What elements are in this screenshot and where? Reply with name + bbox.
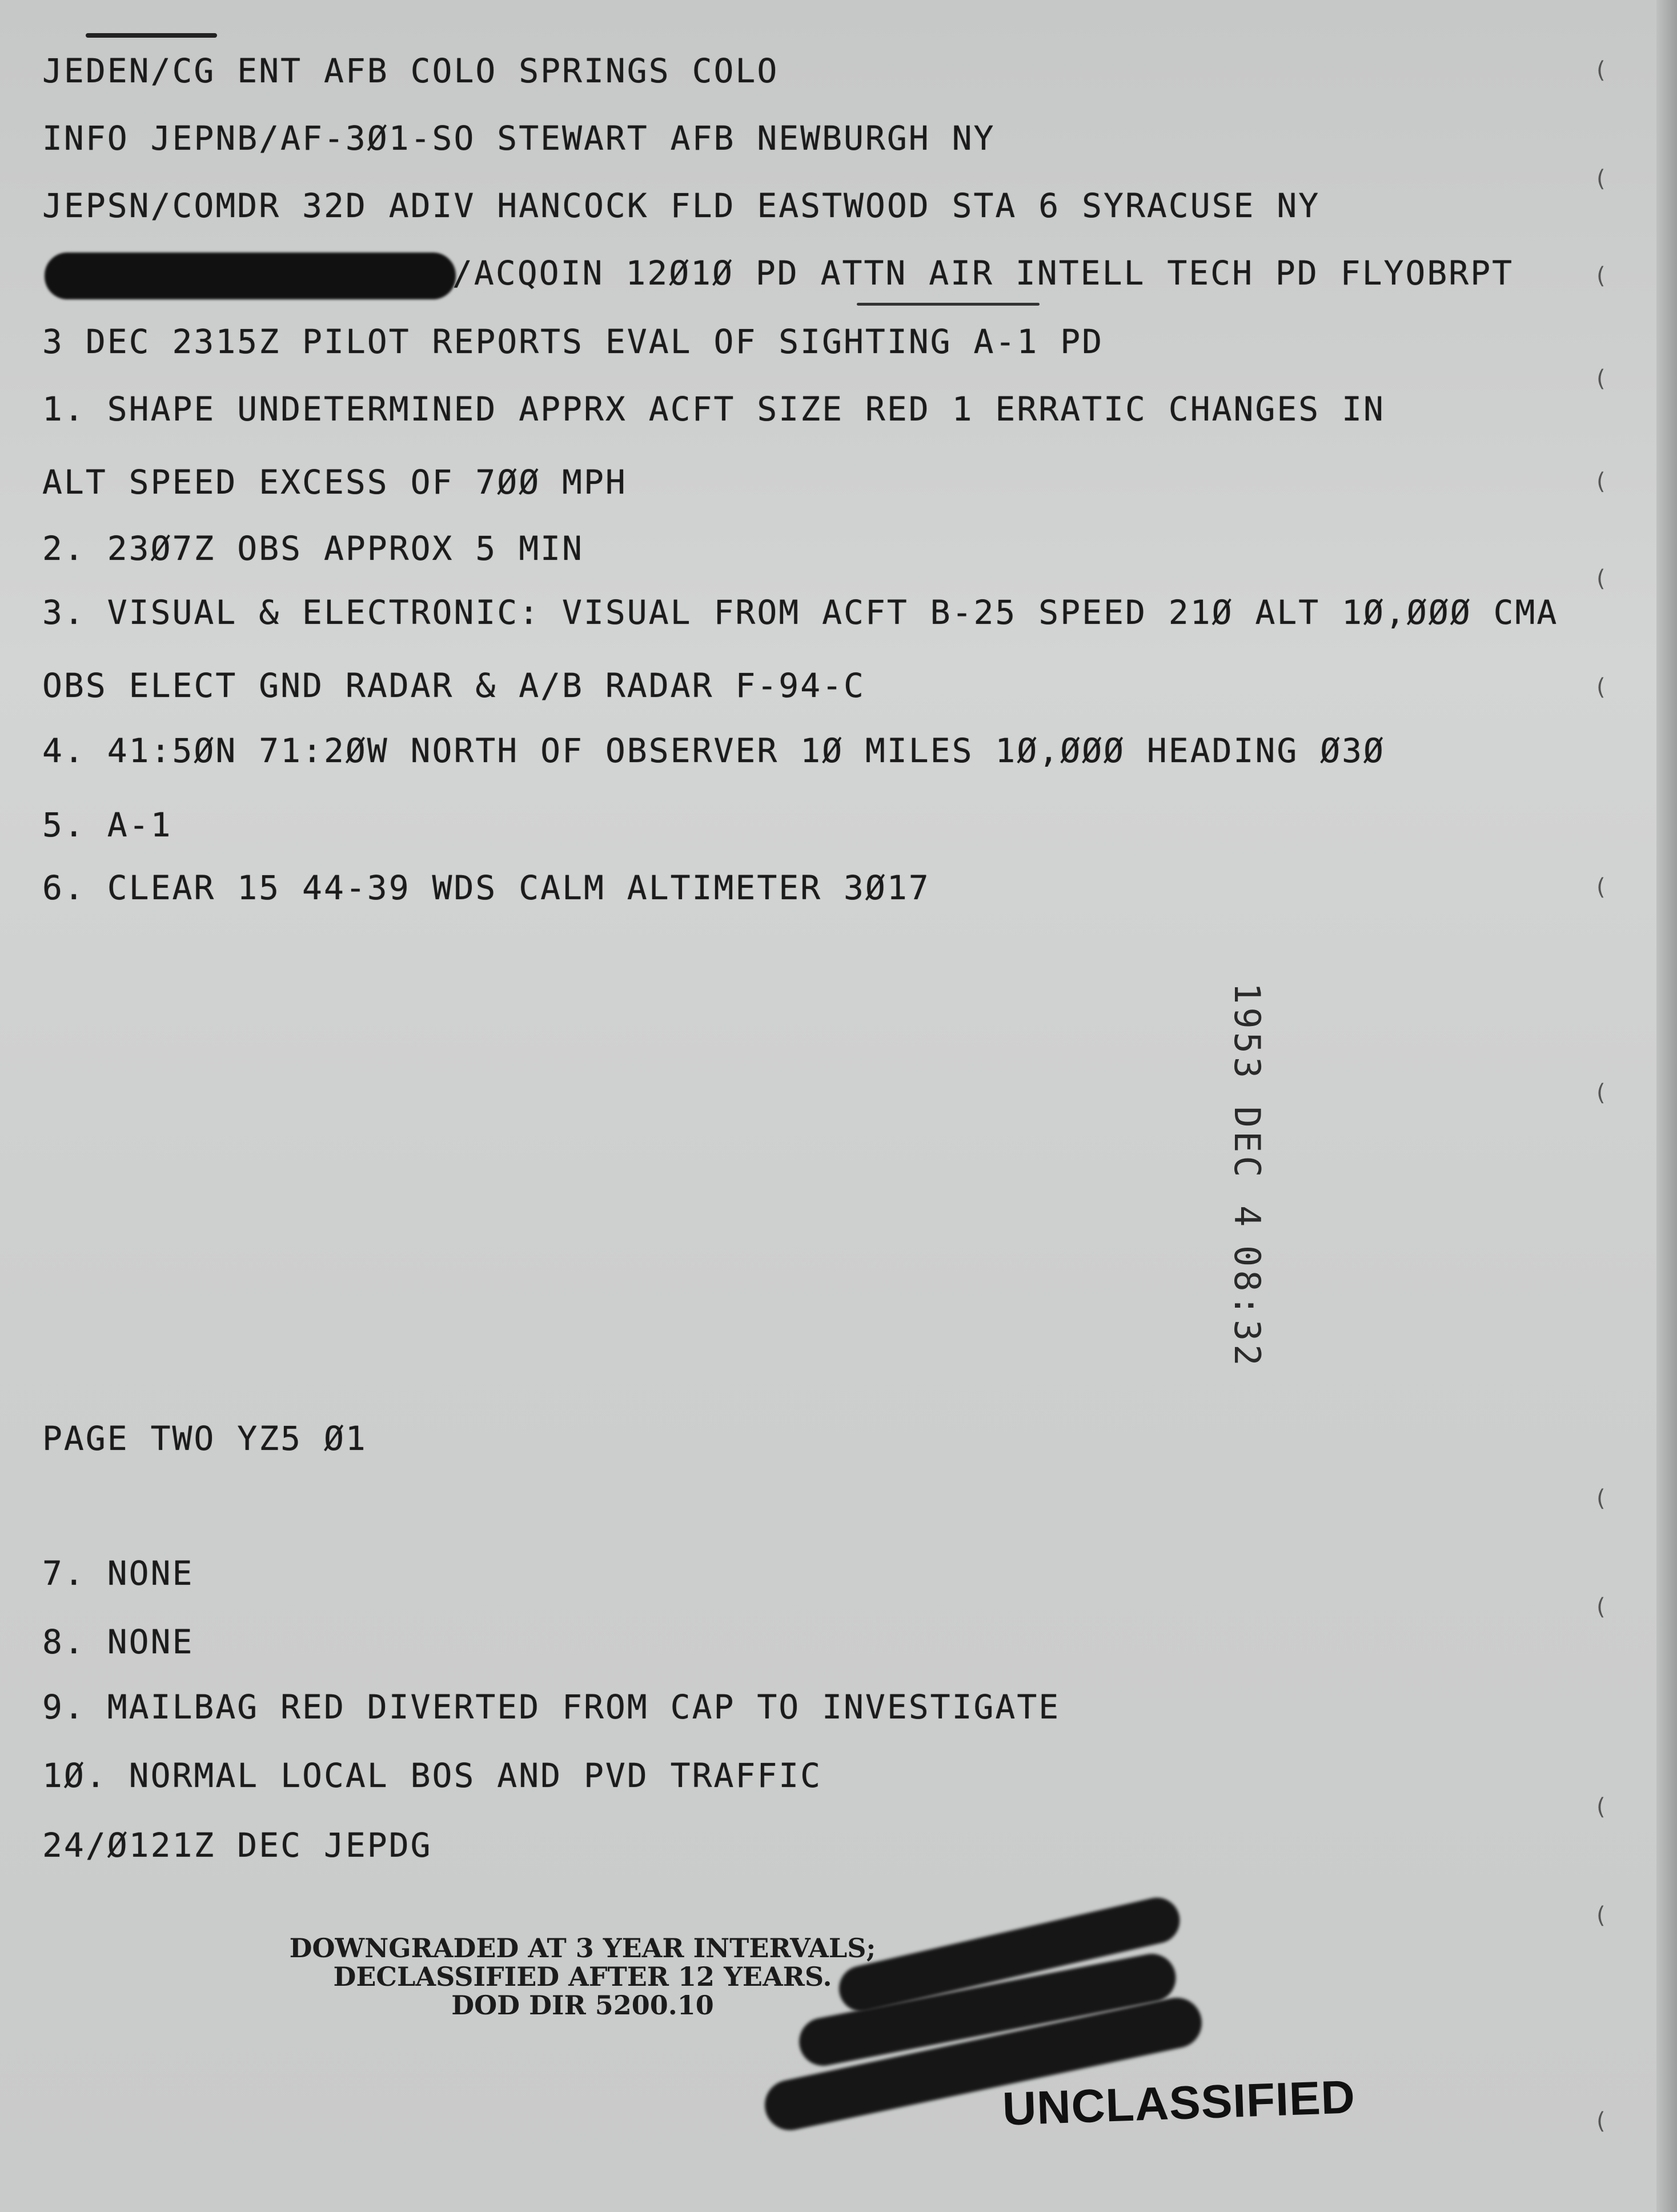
line-6: 1. SHAPE UNDETERMINED APPRX ACFT SIZE RED 1 ERRATIC CHANGES IN <box>42 390 1385 428</box>
margin-mark: ( <box>1596 1794 1606 1820</box>
line-5: 3 DEC 2315Z PILOT REPORTS EVAL OF SIGHTING A-1 PD <box>42 322 1104 361</box>
line-4: /ACQOIN 12Ø1Ø PD ATTN AIR INTELL TECH PD FLYOBRPT <box>452 254 1514 292</box>
underline-mark <box>857 303 1040 306</box>
line-13: 6. CLEAR 15 44-39 WDS CALM ALTIMETER 3Ø17 <box>42 868 930 907</box>
line-17: 1Ø. NORMAL LOCAL BOS AND PVD TRAFFIC <box>42 1756 823 1795</box>
redaction-bar <box>45 253 456 299</box>
line-15: 8. NONE <box>42 1622 194 1661</box>
line-16: 9. MAILBAG RED DIVERTED FROM CAP TO INVESTIGATE <box>42 1688 1061 1726</box>
line-8: 2. 23Ø7Z OBS APPROX 5 MIN <box>42 529 584 568</box>
line-2: INFO JEPNB/AF-3Ø1-SO STEWART AFB NEWBURGH NY <box>42 119 996 158</box>
line-3: JEPSN/COMDR 32D ADIV HANCOCK FLD EASTWOOD STA 6 SYRACUSE NY <box>42 186 1321 225</box>
margin-mark: ( <box>1596 166 1606 192</box>
notice-line-2: DECLASSIFIED AFTER 12 YEARS. <box>333 1961 832 1992</box>
line-14: 7. NONE <box>42 1554 194 1593</box>
margin-mark: ( <box>1596 874 1606 900</box>
line-18: 24/Ø121Z DEC JEPDG <box>42 1826 432 1865</box>
line-10: OBS ELECT GND RADAR & A/B RADAR F-94-C <box>42 666 865 705</box>
margin-mark: ( <box>1596 1902 1606 1929</box>
margin-mark: ( <box>1596 2108 1606 2134</box>
page-two-header: PAGE TWO YZ5 Ø1 <box>42 1419 367 1458</box>
line-12: 5. A-1 <box>42 806 172 844</box>
line-11: 4. 41:5ØN 71:2ØW NORTH OF OBSERVER 1Ø MILES 1Ø,ØØØ HEADING Ø3Ø <box>42 731 1385 770</box>
line-1: JEDEN/CG ENT AFB COLO SPRINGS COLO <box>42 51 779 90</box>
margin-mark: ( <box>1596 674 1606 700</box>
notice-line-3: DOD DIR 5200.10 <box>451 1990 714 2021</box>
declassification-notice <box>246 1934 920 2019</box>
received-date-stamp: 1953 DEC 4 <box>1226 983 1268 1231</box>
margin-mark: ( <box>1596 366 1606 392</box>
line-7: ALT SPEED EXCESS OF 7ØØ MPH <box>42 463 627 502</box>
page-edge-shadow <box>1656 0 1677 2212</box>
margin-mark: ( <box>1596 1080 1606 1106</box>
classification-stamp: UNCLASSIFIED <box>1001 2071 1357 2135</box>
margin-mark: ( <box>1596 57 1606 83</box>
received-time-stamp: 08:32 <box>1226 1245 1268 1369</box>
margin-mark: ( <box>1596 263 1606 289</box>
margin-mark: ( <box>1596 1594 1606 1620</box>
margin-mark: ( <box>1596 468 1606 495</box>
margin-mark: ( <box>1596 566 1606 592</box>
margin-mark: ( <box>1596 1485 1606 1512</box>
line-9: 3. VISUAL & ELECTRONIC: VISUAL FROM ACFT B-25 SPEED 21Ø ALT 1Ø,ØØØ CMA <box>42 593 1559 632</box>
header-mark <box>86 33 217 38</box>
notice-line-1: DOWNGRADED AT 3 YEAR INTERVALS; <box>289 1933 876 1963</box>
